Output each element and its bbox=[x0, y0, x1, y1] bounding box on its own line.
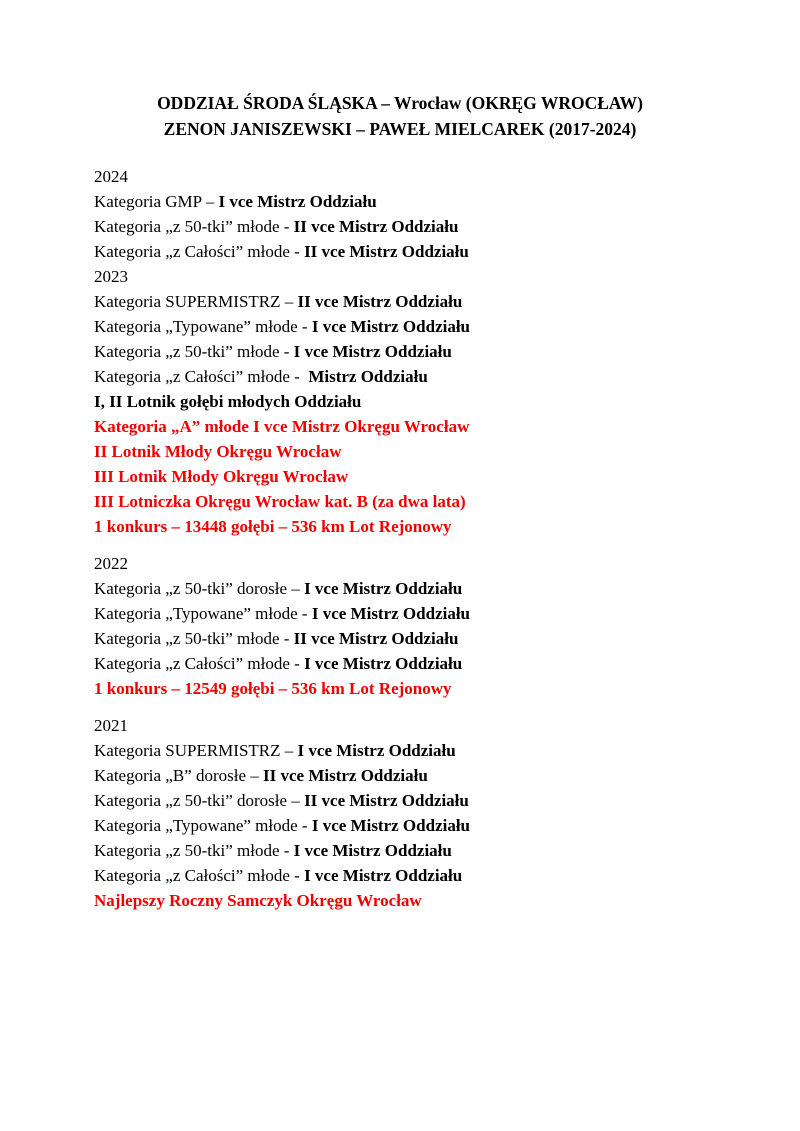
text-segment: I vce Mistrz Oddziału bbox=[311, 816, 471, 835]
text-segment: II Lotnik Młody Okręgu Wrocław bbox=[94, 442, 342, 461]
document-line bbox=[94, 239, 706, 264]
text-segment: Kategoria „A” młode I vce Mistrz Okręgu Wrocław bbox=[94, 417, 470, 436]
text-segment: 1 konkurs – 12549 gołębi – 536 km Lot Rejonowy bbox=[94, 679, 452, 698]
text-segment: 2024 bbox=[94, 167, 128, 186]
text-segment: II vce Mistrz Oddziału bbox=[297, 292, 463, 311]
text-segment: Kategoria „z Całości” młode - bbox=[94, 654, 305, 673]
year-heading bbox=[94, 264, 706, 289]
document-line bbox=[94, 738, 706, 763]
year-heading bbox=[94, 164, 706, 189]
document-header bbox=[94, 90, 706, 142]
text-segment: II vce Mistrz Oddziału bbox=[293, 217, 459, 236]
document-line bbox=[94, 514, 706, 539]
document-line bbox=[94, 601, 706, 626]
text-segment: Kategoria SUPERMISTRZ – bbox=[94, 741, 298, 760]
document-line bbox=[94, 389, 706, 414]
document-line bbox=[94, 576, 706, 601]
text-segment: I vce Mistrz Oddziału bbox=[311, 317, 471, 336]
text-segment: Kategoria „Typowane” młode - bbox=[94, 317, 312, 336]
document-line bbox=[94, 189, 706, 214]
text-segment: Kategoria „z Całości” młode - bbox=[94, 866, 305, 885]
document-line bbox=[94, 788, 706, 813]
document-line bbox=[94, 439, 706, 464]
text-segment: II vce Mistrz Oddziału bbox=[304, 791, 469, 810]
text-segment: Najlepszy Roczny Samczyk Okręgu Wrocław bbox=[94, 891, 422, 910]
document-line bbox=[94, 676, 706, 701]
text-segment: I vce Mistrz Oddziału bbox=[304, 579, 463, 598]
document-line bbox=[94, 763, 706, 788]
text-segment: Kategoria SUPERMISTRZ – bbox=[94, 292, 298, 311]
document-line bbox=[94, 364, 706, 389]
document-line bbox=[94, 464, 706, 489]
text-segment: III Lotnik Młody Okręgu Wrocław bbox=[94, 467, 349, 486]
document-line bbox=[94, 339, 706, 364]
document-line bbox=[94, 414, 706, 439]
text-segment: Kategoria „z Całości” młode - bbox=[94, 242, 305, 261]
text-segment: 1 konkurs – 13448 gołębi – 536 km Lot Rejonowy bbox=[94, 517, 452, 536]
document-line bbox=[94, 838, 706, 863]
document-line bbox=[94, 289, 706, 314]
text-segment: I vce Mistrz Oddziału bbox=[304, 866, 463, 885]
paragraph-spacer bbox=[94, 701, 706, 713]
text-segment: I vce Mistrz Oddziału bbox=[293, 841, 452, 860]
document-line bbox=[94, 626, 706, 651]
text-segment: I vce Mistrz Oddziału bbox=[297, 741, 456, 760]
text-segment: Kategoria „z 50-tki” młode - bbox=[94, 342, 294, 361]
year-heading bbox=[94, 713, 706, 738]
text-segment: Mistrz Oddziału bbox=[308, 367, 428, 386]
document-line bbox=[94, 888, 706, 913]
text-segment: I vce Mistrz Oddziału bbox=[218, 192, 377, 211]
text-segment: Kategoria „Typowane” młode - bbox=[94, 816, 312, 835]
text-segment: II vce Mistrz Oddziału bbox=[304, 242, 469, 261]
header-title-line1: ODDZIAŁ ŚRODA ŚLĄSKA – Wrocław (OKRĘG WROCŁAW) bbox=[157, 93, 643, 113]
header-title-line2: ZENON JANISZEWSKI – PAWEŁ MIELCAREK (2017-2024) bbox=[163, 119, 637, 139]
text-segment: II vce Mistrz Oddziału bbox=[293, 629, 459, 648]
text-segment: I vce Mistrz Oddziału bbox=[293, 342, 452, 361]
document-line bbox=[94, 214, 706, 239]
text-segment: III Lotniczka Okręgu Wrocław kat. B (za dwa lata) bbox=[94, 492, 466, 511]
text-segment: Kategoria „z Całości” młode - bbox=[94, 367, 309, 386]
text-segment: Kategoria „B” dorosłe – bbox=[94, 766, 263, 785]
text-segment: Kategoria „z 50-tki” dorosłe – bbox=[94, 791, 305, 810]
text-segment: II vce Mistrz Oddziału bbox=[263, 766, 428, 785]
year-heading bbox=[94, 551, 706, 576]
paragraph-spacer bbox=[94, 539, 706, 551]
text-segment: 2022 bbox=[94, 554, 128, 573]
text-segment: Kategoria „z 50-tki” młode - bbox=[94, 629, 294, 648]
document-line bbox=[94, 863, 706, 888]
text-segment: Kategoria „z 50-tki” dorosłe – bbox=[94, 579, 305, 598]
text-segment: 2023 bbox=[94, 267, 128, 286]
text-segment: I vce Mistrz Oddziału bbox=[304, 654, 463, 673]
text-segment: I, II Lotnik gołębi młodych Oddziału bbox=[94, 392, 362, 411]
text-segment: Kategoria „z 50-tki” młode - bbox=[94, 841, 294, 860]
document-line bbox=[94, 813, 706, 838]
document-line bbox=[94, 651, 706, 676]
text-segment: 2021 bbox=[94, 716, 128, 735]
document-line bbox=[94, 489, 706, 514]
text-segment: I vce Mistrz Oddziału bbox=[311, 604, 471, 623]
document-line bbox=[94, 314, 706, 339]
text-segment: Kategoria „Typowane” młode - bbox=[94, 604, 312, 623]
text-segment: Kategoria „z 50-tki” młode - bbox=[94, 217, 294, 236]
text-segment: Kategoria GMP – bbox=[94, 192, 219, 211]
document-body bbox=[94, 164, 706, 913]
